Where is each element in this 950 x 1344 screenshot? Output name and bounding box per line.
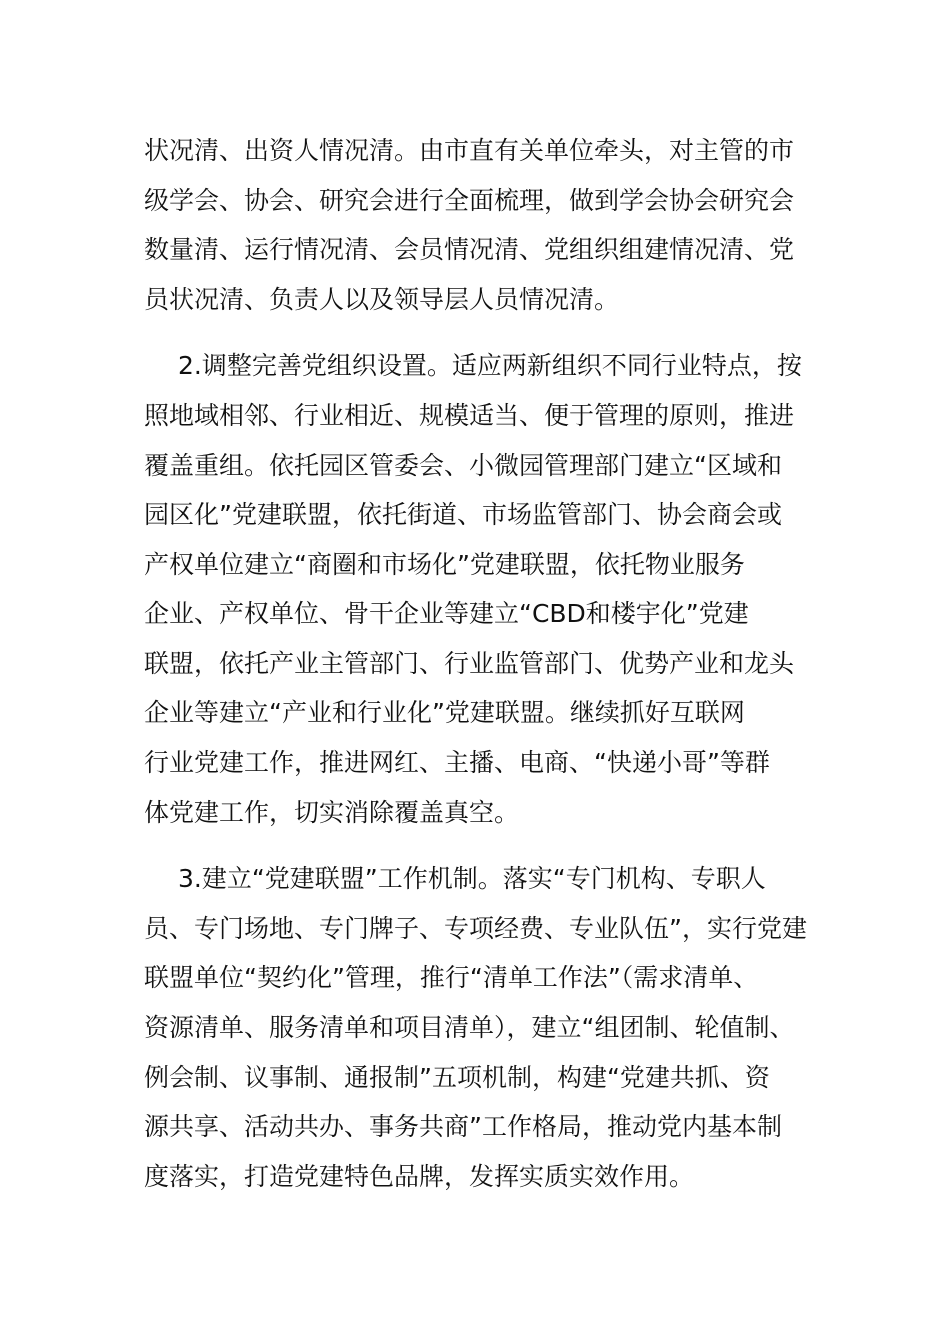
text-line: 行业党建工作，推进网红、主播、电商、“快递小哥”等群: [144, 748, 770, 777]
text-line: 企业、产权单位、骨干企业等建立“CBD和楼宇化”党建: [144, 599, 749, 628]
text-line: 员、专门场地、专门牌子、专项经费、专业队伍”，实行党建: [144, 914, 807, 943]
text-line: 企业等建立“产业和行业化”党建联盟。继续抓好互联网: [144, 698, 745, 727]
text-line: 数量清、运行情况清、会员情况清、党组织组建情况清、党: [144, 235, 795, 264]
text-line: 度落实，打造党建特色品牌，发挥实质实效作用。: [144, 1162, 695, 1191]
text-line: 级学会、协会、研究会进行全面梳理，做到学会协会研究会: [144, 186, 795, 215]
paragraph-3-start: 3.建立“党建联盟”工作机制。落实“专门机构、专职人: [178, 864, 766, 893]
text-line: 例会制、议事制、通报制”五项机制，构建“党建共抓、资: [144, 1063, 770, 1092]
text-line: 覆盖重组。依托园区管委会、小微园管理部门建立“区域和: [144, 451, 782, 480]
text-line: 联盟单位“契约化”管理，推行“清单工作法”（需求清单、: [144, 963, 759, 992]
text-line: 资源清单、服务清单和项目清单），建立“组团制、轮值制、: [144, 1013, 795, 1042]
text-line: 源共享、活动共办、事务共商”工作格局，推动党内基本制: [144, 1112, 782, 1141]
text-line: 员状况清、负责人以及领导层人员情况清。: [144, 285, 620, 314]
text-line: 照地域相邻、行业相近、规模适当、便于管理的原则，推进: [144, 401, 795, 430]
text-line: 联盟，依托产业主管部门、行业监管部门、优势产业和龙头: [144, 649, 795, 678]
text-line: 园区化”党建联盟，依托街道、市场监管部门、协会商会或: [144, 500, 782, 529]
text-line: 产权单位建立“商圈和市场化”党建联盟，依托物业服务: [144, 550, 745, 579]
text-line: 状况清、出资人情况清。由市直有关单位牵头，对主管的市: [144, 136, 795, 165]
paragraph-2-start: 2.调整完善党组织设置。适应两新组织不同行业特点，按: [178, 351, 802, 380]
text-line: 体党建工作，切实消除覆盖真空。: [144, 798, 520, 827]
